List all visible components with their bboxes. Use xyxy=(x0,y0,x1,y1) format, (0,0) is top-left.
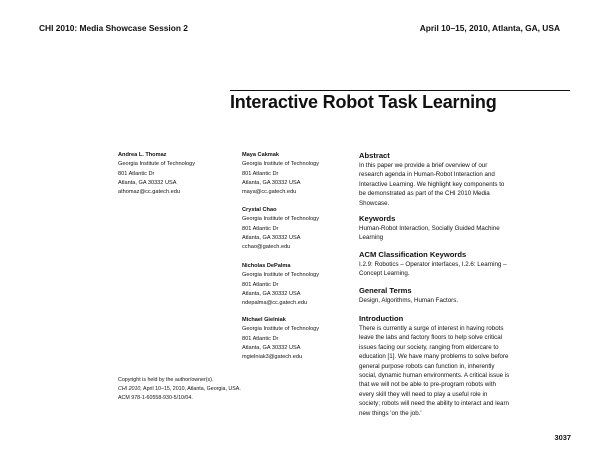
author-city: Atlanta, GA 30332 USA xyxy=(242,290,301,297)
author-affiliation: Georgia Institute of Technology xyxy=(242,161,320,168)
text-line: general purpose robots can function in, inherently xyxy=(359,362,495,370)
text-line: In this paper we provide a brief overview of our xyxy=(359,162,488,169)
text-line: society; robots will need the ability to interact and learn xyxy=(359,400,509,408)
text-line: Showcase. xyxy=(359,199,390,207)
author-name: Crystal Chao xyxy=(242,207,277,213)
author-block-chao xyxy=(242,206,362,252)
copyright-line: Copyright is held by the author/owner(s). xyxy=(118,377,214,383)
author-street: 801 Atlantic Dr xyxy=(242,281,279,288)
acm-classification-text xyxy=(359,260,571,279)
conference-line xyxy=(118,385,348,394)
author-email: mgielniak3@gatech.edu xyxy=(242,354,303,361)
author-block-gielniak xyxy=(242,316,362,362)
author-email: athomaz@cc.gatech.edu xyxy=(118,189,180,196)
author-name: Andrea L. Thomaz xyxy=(118,152,167,158)
author-email: cchao@gatech.edu xyxy=(242,244,291,251)
text-line: Interactive Learning. We highlight key components to xyxy=(359,180,505,188)
conference-name: CHI 2010, xyxy=(118,385,142,392)
author-affiliation: Georgia Institute of Technology xyxy=(242,272,320,279)
acm-classification-section xyxy=(359,250,571,279)
text-line: I.2.9: Robotics – Operator interfaces, I.2.6: Learning – xyxy=(359,261,507,268)
text-line: every skill they will need to play a useful role in xyxy=(359,390,488,398)
author-street: 801 Atlantic Dr xyxy=(242,170,279,177)
author-city: Atlanta, GA 30332 USA xyxy=(242,179,301,186)
text-line: Learning xyxy=(359,234,384,242)
text-line: There is currently a surge of interest in having robots xyxy=(359,325,504,332)
author-name: Nicholas DePalma xyxy=(242,263,291,269)
general-terms-text xyxy=(359,296,571,305)
page-number: 3037 xyxy=(554,433,571,442)
author-block-depalma xyxy=(242,262,362,308)
text-line: be demonstrated as part of the CHI 2010 Media xyxy=(359,190,490,198)
paper-title: Interactive Robot Task Learning xyxy=(230,92,497,112)
author-block-thomaz xyxy=(118,151,238,197)
text-line: Design, Algorithms, Human Factors. xyxy=(359,297,459,304)
text-line: issues facing our society, ranging from eldercare to xyxy=(359,343,499,351)
abstract-section xyxy=(359,151,571,208)
introduction-heading: Introduction xyxy=(359,314,404,323)
running-header-right: April 10–15, 2010, Atlanta, GA, USA xyxy=(419,23,560,33)
text-line: social, dynamic human environments. A critical issue is xyxy=(359,372,510,380)
keywords-heading: Keywords xyxy=(359,214,396,223)
keywords-section xyxy=(359,214,571,243)
copyright-notice xyxy=(118,376,348,402)
author-email: ndepalma@cc.gatech.edu xyxy=(242,300,308,307)
introduction-section xyxy=(359,314,571,418)
general-terms-section xyxy=(359,286,571,305)
author-affiliation: Georgia Institute of Technology xyxy=(242,216,320,223)
author-email: maya@cc.gatech.edu xyxy=(242,189,297,196)
acm-classification-heading: ACM Classification Keywords xyxy=(359,250,467,259)
abstract-text xyxy=(359,161,571,208)
author-name: Maya Cakmak xyxy=(242,152,280,158)
keywords-text xyxy=(359,224,571,243)
author-affiliation: Georgia Institute of Technology xyxy=(242,326,320,333)
conference-details: April 10–15, 2010, Atlanta, Georgia, USA. xyxy=(141,385,241,392)
text-line: research agenda in Human-Robot Interaction and xyxy=(359,171,495,179)
author-affiliation: Georgia Institute of Technology xyxy=(118,161,196,168)
author-block-cakmak xyxy=(242,151,362,197)
text-line: leave the labs and factory floors to help solve critical xyxy=(359,334,503,342)
text-line: education [1]. We have many problems to solve before xyxy=(359,353,509,361)
text-line: that we will not be able to pre-program robots with xyxy=(359,381,496,389)
author-city: Atlanta, GA 30332 USA xyxy=(242,234,301,241)
abstract-heading: Abstract xyxy=(359,151,390,160)
text-line: new things 'on the job.' xyxy=(359,409,422,417)
title-rule xyxy=(230,90,570,91)
acm-isbn-line: ACM 978-1-60558-930-5/10/04. xyxy=(118,394,193,401)
author-street: 801 Atlantic Dr xyxy=(242,335,279,342)
author-street: 801 Atlantic Dr xyxy=(118,170,155,177)
text-line: Concept Learning. xyxy=(359,270,410,278)
author-street: 801 Atlantic Dr xyxy=(242,225,279,232)
text-line: Human-Robot Interaction, Socially Guided Machine xyxy=(359,225,500,232)
running-header-left: CHI 2010: Media Showcase Session 2 xyxy=(39,23,188,33)
general-terms-heading: General Terms xyxy=(359,286,412,295)
author-city: Atlanta, GA 30332 USA xyxy=(118,179,177,186)
introduction-text xyxy=(359,324,571,418)
author-city: Atlanta, GA 30332 USA xyxy=(242,344,301,351)
author-name: Michael Gielniak xyxy=(242,317,286,323)
